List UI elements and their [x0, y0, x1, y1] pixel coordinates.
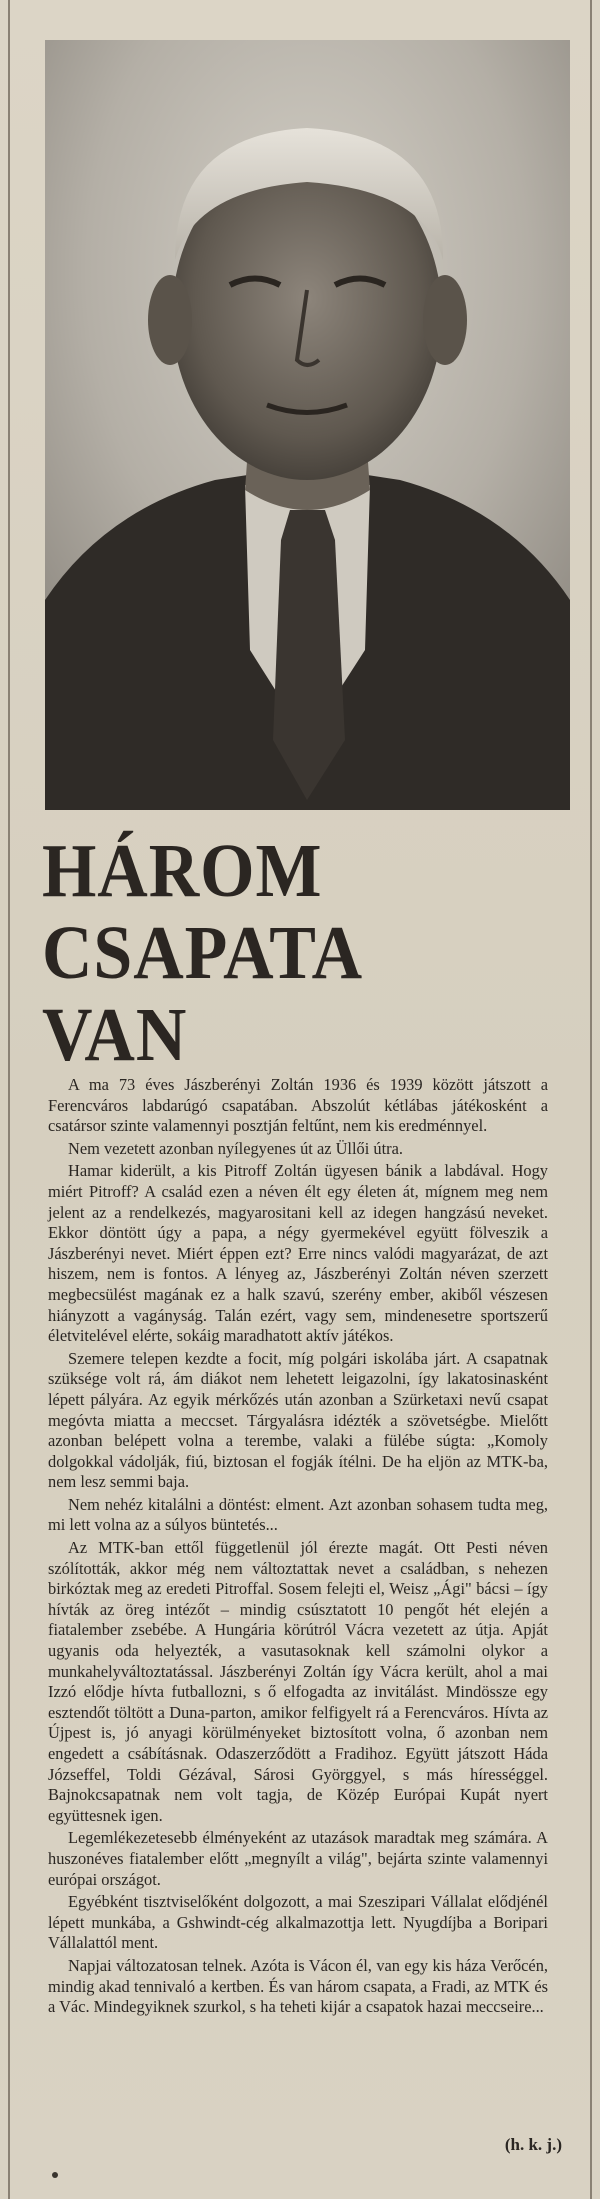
article-body: [48, 1075, 548, 2020]
paragraph-5: Nem nehéz kitalálni a döntést: elment. Azt azonban sohasem tudta meg, mi lett volna az a súlyos büntetés...: [48, 1494, 548, 1535]
portrait-photo: [45, 40, 570, 810]
paragraph-6: Az MTK-ban ettől függetlenül jól érezte magát. Ott Pesti néven szólították, akkor még nem változtattak nevet a családban, s nehezen birkóztak meg az eredeti Pitroffal. Sosem felejti el, Weisz „Ági" bácsi – így hívták az öreg intézőt – mindig csúsztatott 10 pengőt hét elején a fiatalember zsebébe. A Hungária körútról Vácra vezetett az útja. Apját ugyanis oda helyezték, a vasutasoknak kell számolni olykor a munkahelyváltoztatással. Jászberényi Zoltán így Vácra került, ahol a mai Izzó elődje hívta futballozni, s ő elfogadta az invitálást. Mindössze egy esztendőt töltött a Duna-parton, amikor felfigyelt rá a Ferencváros. Hívta az Újpest is, jó anyagi körülményeket biztosított volna, ő azonban nem engedett a csábításnak. Odaszerződött a Fradihoz. Együtt játszott Háda Józseffel, Toldi Gézával, Sárosi Györggyel, s más hírességgel. Bajnokcsapatnak nem volt tagja, de Közép Európai Kupát nyert együttesnek igen.: [48, 1538, 548, 1825]
paragraph-7: Legemlékezetesebb élményeként az utazások maradtak meg számára. A huszonéves fiatalember előtt „megnyílt a világ", bejárta szinte valamennyi európai országot.: [48, 1828, 548, 1889]
paragraph-4: Szemere telepen kezdte a focit, míg polgári iskolába járt. A csapatnak szüksége volt rá, ám diákot nem lehetett leigazolni, így lakatosinasként lépett pályára. Az egyik mérkőzés után azonban a Szürketaxi nevű csapat megóvta miatta a meccset. Tárgyalásra idézték a szövetségbe. Mielőtt azonban belépett volna a terembe, valaki a fülébe súgta: „Komoly dolgokkal vádolják, fiú, biztosan el fogják ítélni. De ha eljön az MTK-ba, nem lesz semmi baja.: [48, 1348, 548, 1492]
paragraph-8: Egyébként tisztviselőként dolgozott, a mai Szeszipari Vállalat elődjénél lépett munkába, a Gshwindt-cég alkalmazottja lett. Nyugdíjba a Boripari Vállalattól ment.: [48, 1892, 548, 1953]
author-signature: (h. k. j.): [504, 2135, 562, 2154]
right-border-line: [590, 0, 592, 2199]
headline-line-1: HÁROM: [42, 829, 323, 913]
headline-line-2: CSAPATA: [42, 911, 364, 995]
bullet-dot: [52, 2172, 58, 2178]
paragraph-3: Hamar kiderült, a kis Pitroff Zoltán ügyesen bánik a labdával. Hogy miért Pitroff? A család ezen a néven élt egy életen át, mígnem meg nem jelent az a rendelkezés, magyarositani kell az idegen hangzású neveket. Ekkor döntött úgy a papa, a négy gyermekével együtt fölveszik a Jászberényi nevet. Miért éppen ezt? Erre nincs valódi magyarázat, de azt hiszem, nem is fontos. A lényeg az, Jászberényi Zoltán néven szerzett megbecsülést magának ez a halk szavú, szerény ember, akiből vészesen hiányzott a vagányság. Talán ezért, vagy sem, mindenesetre sportszerű életvitelével elérte, sokáig maradhatott aktív játékos.: [48, 1161, 548, 1346]
left-border-line: [8, 0, 10, 2199]
headline: [42, 830, 520, 1076]
headline-line-3: VAN: [42, 993, 188, 1077]
paragraph-2: Nem vezetett azonban nyílegyenes út az Üllői útra.: [68, 1138, 403, 1158]
paragraph-9: Napjai változatosan telnek. Azóta is Vácon él, van egy kis háza Verőcén, mindig akad tennivaló a kertben. És van három csapata, a Fradi, az MTK és a Vác. Mindegyiknek szurkol, s ha teheti kijár a csapatok hazai meccseire...: [48, 1955, 548, 2017]
paragraph-1: A ma 73 éves Jászberényi Zoltán 1936 és 1939 között játszott a Ferencváros labdarúgó csapatában. Abszolút kétlábas játékosként a csatársor szinte valamennyi posztján feltűnt, nem kis eredménnyel.: [48, 1075, 548, 1136]
portrait-illustration: [45, 40, 570, 810]
